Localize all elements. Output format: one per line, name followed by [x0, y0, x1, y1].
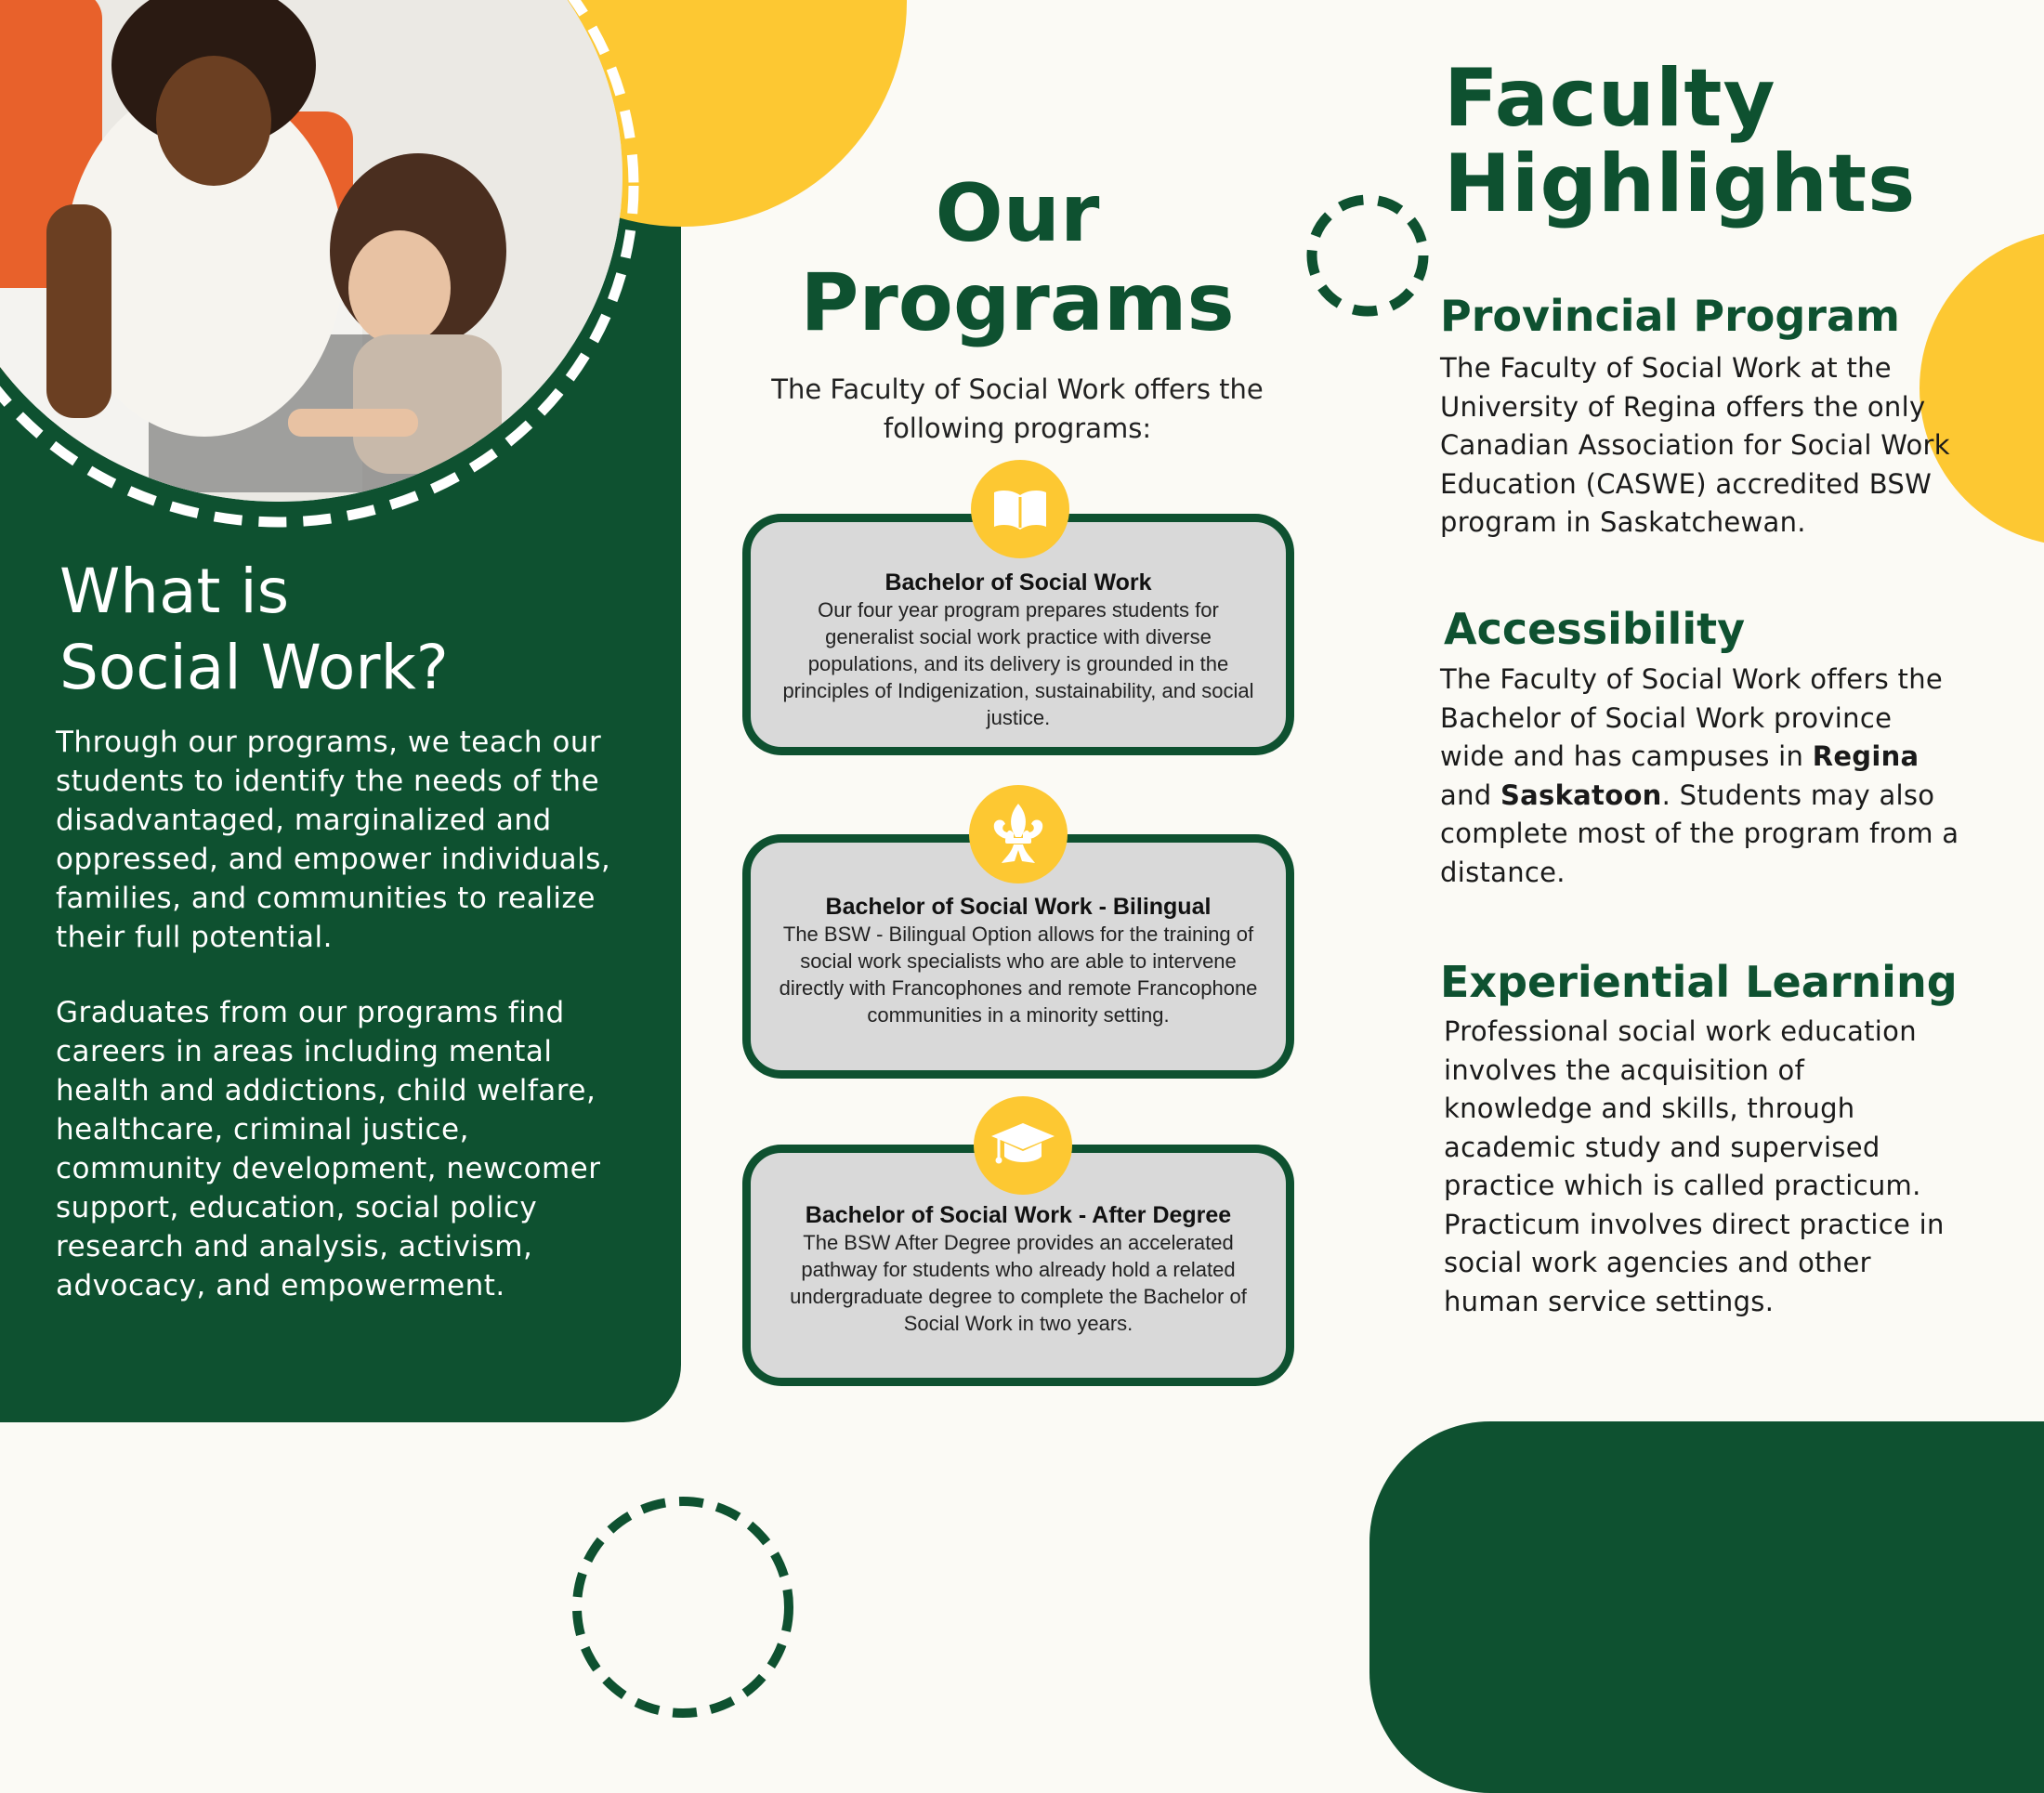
program-card-title: Bachelor of Social Work	[884, 569, 1152, 595]
green-shape-decoration	[1369, 1421, 2044, 1793]
provincial-program-heading: Provincial Program	[1440, 291, 1900, 341]
program-card-title: Bachelor of Social Work - After Degree	[805, 1202, 1232, 1228]
experiential-learning-heading: Experiential Learning	[1440, 957, 1958, 1007]
programs-intro: The Faculty of Social Work offers the following programs:	[771, 373, 1264, 444]
accessibility-heading: Accessibility	[1444, 604, 1746, 654]
graduation-cap-icon	[974, 1096, 1072, 1195]
highlights-title-line2: Highlights	[1444, 137, 1917, 230]
left-title-line1: What is	[59, 556, 290, 627]
left-title-line2: Social Work?	[59, 632, 449, 703]
programs-title-line2: Programs	[800, 256, 1235, 349]
fleur-de-lis-icon	[969, 785, 1068, 883]
highlights-title-line1: Faculty	[1444, 52, 1776, 145]
program-card-description: Our four year program prepares students for generalist social work practice with diverse populations, and its delivery is grounded in the principles of Indigenization, sustainability, and social justice.	[782, 598, 1254, 729]
book-icon	[971, 460, 1069, 558]
city-saskatoon: Saskatoon	[1500, 779, 1662, 811]
dashed-ring-decoration	[0, 0, 646, 534]
accessibility-text-after: . Students may also complete most of the program from a distance.	[1440, 779, 1959, 888]
provincial-program-body: The Faculty of Social Work at the University of Regina offers the only Canadian Association for Social Work Education (CASWE) accredited BSW program in Saskatchewan.	[1440, 352, 1950, 538]
programs-title-line1: Our	[935, 167, 1100, 260]
program-card-title: Bachelor of Social Work - Bilingual	[825, 894, 1212, 920]
dashed-ring-decoration-small	[1305, 193, 1430, 318]
accessibility-text-before: The Faculty of Social Work offers the Bachelor of Social Work province wide and has campuses in	[1440, 663, 1944, 772]
program-card-description: The BSW After Degree provides an accelerated pathway for students who already hold a related undergraduate degree to complete the Bachelor of Social Work in two years.	[790, 1231, 1247, 1335]
city-regina: Regina	[1812, 740, 1920, 772]
accessibility-text-mid: and	[1440, 779, 1500, 811]
accessibility-body	[1440, 661, 1960, 892]
what-is-social-work-heading	[59, 554, 580, 706]
dashed-ring-decoration-bottom	[567, 1491, 799, 1723]
our-programs-heading	[762, 169, 1273, 347]
left-paragraph-1: Through our programs, we teach our students to identify the needs of the disadvantaged, marginalized and oppressed, and empower individuals, families, and communities to realize their full potential.	[56, 726, 611, 954]
faculty-highlights-heading	[1444, 52, 1927, 230]
program-card-description: The BSW - Bilingual Option allows for the training of social work specialists who are able to intervene directly with Francophones and remote Francophone communities in a minority setting.	[779, 923, 1258, 1027]
experiential-learning-body: Professional social work education involves the acquisition of knowledge and skills, through academic study and supervised practice which is called practicum. Practicum involves direct practice in social work agencies and other human service settings.	[1444, 1015, 1945, 1317]
left-paragraph-2: Graduates from our programs find careers in areas including mental health and addictions, child welfare, healthcare, criminal justice, community development, newcomer support, education, social policy research and analysis, activism, advocacy, and empowerment.	[56, 996, 601, 1302]
